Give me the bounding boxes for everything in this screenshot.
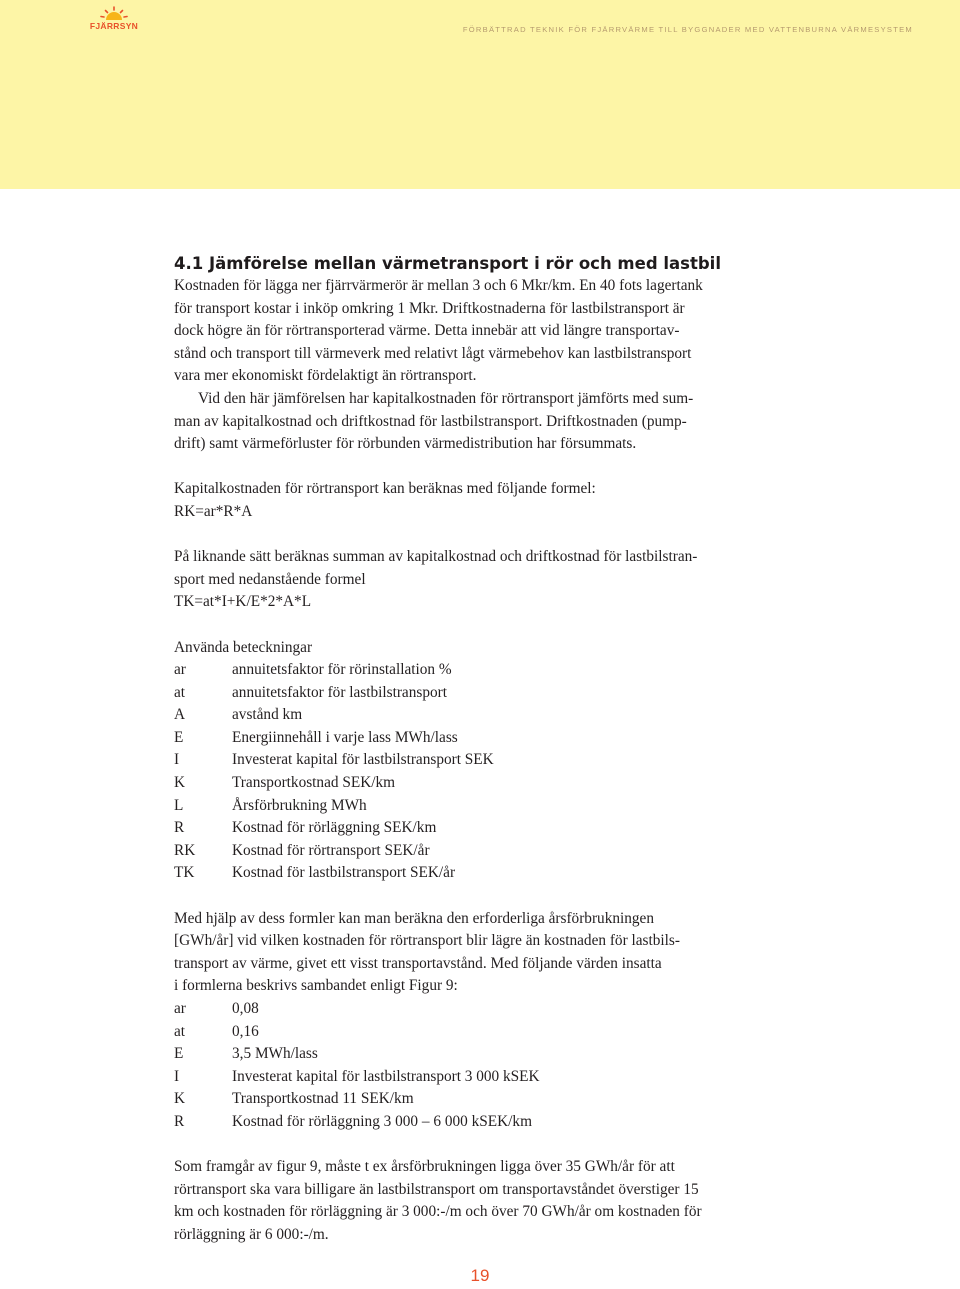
value-row [174, 998, 790, 1021]
notation-row [174, 727, 790, 750]
text-line: Vid den här jämförelsen har kapitalkostnaden för rörtransport jämförts med sum- [198, 389, 694, 407]
notation-description: Transportkostnad SEK/km [232, 774, 396, 792]
text-line: vara mer ekonomiskt fördelaktigt än rörtransport. [174, 367, 477, 385]
formula2-intro [174, 546, 790, 591]
text-line: rörtransport ska vara billigare än lastbilstransport om transportavståndet överstiger 15 [174, 1180, 699, 1198]
value-text: Transportkostnad 11 SEK/km [232, 1090, 414, 1108]
text-line: På liknande sätt beräknas summan av kapitalkostnad och driftkostnad för lastbilstran- [174, 548, 698, 566]
logo-text: FJÄRRSYN [89, 21, 139, 31]
notation-description: avstånd km [232, 706, 303, 724]
value-row [174, 1021, 790, 1044]
values-intro [174, 908, 790, 998]
value-row [174, 1066, 790, 1089]
notation-symbol: RK [174, 841, 196, 859]
notation-row [174, 840, 790, 863]
notation-row [174, 862, 790, 885]
value-text: Kostnad för rörläggning 3 000 – 6 000 kSEK/km [232, 1112, 532, 1130]
value-symbol: R [174, 1112, 185, 1130]
value-symbol: I [174, 1067, 180, 1085]
formula-tk: TK=at*I+K/E*2*A*L [174, 593, 312, 611]
notation-symbol: R [174, 819, 185, 837]
value-symbol: at [174, 1022, 186, 1040]
values-list [174, 998, 790, 1134]
intro-paragraph [174, 275, 790, 388]
notation-row [174, 749, 790, 772]
value-symbol: K [174, 1090, 186, 1108]
formula-rk: RK=ar*R*A [174, 502, 253, 520]
notation-row [174, 795, 790, 818]
notation-symbol: at [174, 683, 186, 701]
notation-symbol: TK [174, 864, 195, 882]
conclusion-paragraph [174, 1156, 790, 1246]
value-text: 0,16 [232, 1022, 259, 1040]
notation-description: Energiinnehåll i varje lass MWh/lass [232, 728, 458, 746]
notation-heading: Använda beteckningar [174, 638, 313, 656]
text-line: Kostnaden för lägga ner fjärrvärmerör är mellan 3 och 6 Mkr/km. En 40 fots lagertank [174, 277, 703, 294]
text-line: man av kapitalkostnad och driftkostnad för lastbilstransport. Driftkostnaden (pump- [174, 412, 687, 430]
value-row [174, 1088, 790, 1111]
notation-description: annuitetsfaktor för lastbilstransport [232, 683, 447, 701]
value-symbol: ar [174, 1000, 186, 1017]
text-line: dock högre än för rörtransporterad värme. Detta innebär att vid längre transportav- [174, 322, 680, 340]
text-line: transport av värme, givet ett visst transportavstånd. Med följande värden insatta [174, 954, 662, 972]
value-symbol: E [174, 1045, 184, 1063]
value-text: Investerat kapital för lastbilstransport 3 000 kSEK [232, 1067, 540, 1085]
notation-symbol: K [174, 774, 186, 792]
running-title: FÖRBÄTTRAD TEKNIK FÖR FJÄRRVÄRME TILL BYGGNADER MED VATTENBURNA VÄRMESYSTEM [462, 25, 913, 34]
notation-symbol: I [174, 751, 180, 769]
notation-description: Investerat kapital för lastbilstransport SEK [232, 751, 494, 769]
notation-symbol: A [174, 706, 186, 724]
formula1-intro: Kapitalkostnaden för rörtransport kan beräknas med följande formel: [174, 480, 596, 498]
value-text: 3,5 MWh/lass [232, 1045, 318, 1063]
notation-row [174, 772, 790, 795]
notation-description: Kostnad för rörtransport SEK/år [232, 841, 430, 859]
header-band [0, 0, 960, 189]
notation-symbol: ar [174, 661, 186, 679]
text-line: km och kostnaden för rörläggning är 3 000:-/m och över 70 GWh/år om kostnaden för [174, 1203, 702, 1221]
notation-symbol: E [174, 728, 184, 746]
document-body [174, 253, 790, 1247]
text-line: sport med nedanstående formel [174, 570, 366, 588]
notation-description: Kostnad för rörläggning SEK/km [232, 819, 437, 837]
page-number: 19 [470, 1266, 490, 1285]
text-line: för transport kostar i inköp omkring 1 Mkr. Driftkostnaderna för lastbilstransport är [174, 299, 685, 317]
text-line: drift) samt värmeförluster för rörbunden värmedistribution har försummats. [174, 435, 637, 453]
value-row [174, 1043, 790, 1066]
text-line: i formlerna beskrivs sambandet enligt Figur 9: [174, 977, 458, 995]
text-line: stånd och transport till värmeverk med relativt lågt värmebehov kan lastbilstransport [174, 344, 692, 362]
notation-description: annuitetsfaktor för rörinstallation % [232, 661, 452, 679]
value-row [174, 1111, 790, 1134]
notation-row [174, 704, 790, 727]
notation-row [174, 682, 790, 705]
text-line: Med hjälp av dess formler kan man beräkna den erforderliga årsförbrukningen [174, 909, 654, 927]
section-title: 4.1 Jämförelse mellan värmetransport i rör och med lastbil [174, 254, 721, 273]
notation-row [174, 817, 790, 840]
text-line: Som framgår av figur 9, måste t ex årsförbrukningen ligga över 35 GWh/år för att [174, 1158, 675, 1176]
comparison-paragraph [174, 388, 790, 456]
fjarrsyn-logo [84, 6, 144, 32]
notation-list [174, 659, 790, 885]
text-line: rörläggning är 6 000:-/m. [174, 1225, 329, 1243]
sun-icon [84, 6, 144, 22]
notation-description: Kostnad för lastbilstransport SEK/år [232, 864, 456, 882]
text-line: [GWh/år] vid vilken kostnaden för rörtransport blir lägre än kostnaden för lastbils- [174, 932, 680, 950]
notation-symbol: L [174, 796, 184, 814]
notation-row [174, 659, 790, 682]
notation-description: Årsförbrukning MWh [232, 796, 367, 814]
value-text: 0,08 [232, 1000, 259, 1017]
